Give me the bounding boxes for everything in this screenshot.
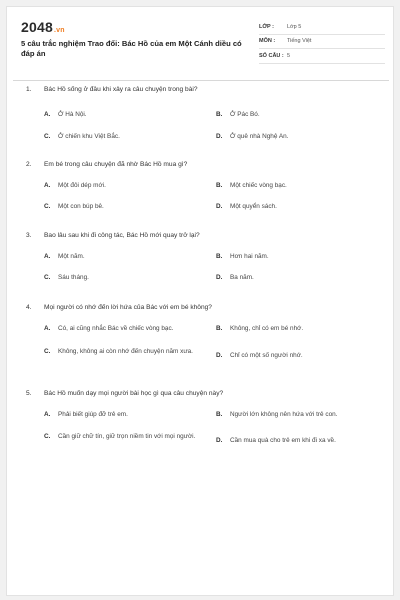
site-logo[interactable] <box>21 19 65 35</box>
option-a[interactable] <box>44 410 208 419</box>
option-c[interactable] <box>44 432 208 441</box>
option-c[interactable] <box>44 132 208 141</box>
question-number: 1. <box>26 86 32 93</box>
option-b[interactable] <box>216 252 380 261</box>
option-d[interactable] <box>216 436 380 445</box>
option-text: Có, ai cũng nhắc Bác về chiếc vòng bạc. <box>58 325 174 332</box>
option-text: Cần giữ chữ tín, giữ trọn niềm tin với mọi người. <box>58 433 196 440</box>
question-text <box>26 388 378 400</box>
option-text: Sáu tháng. <box>58 274 89 281</box>
option-a[interactable] <box>44 324 208 333</box>
meta-value: 5 <box>287 52 291 59</box>
option-letter: B. <box>216 325 223 332</box>
option-text: Cần mua quà cho trẻ em khi đi xa về. <box>230 437 336 444</box>
option-b[interactable] <box>216 110 380 119</box>
option-text: Ở quê nhà Nghệ An. <box>230 133 289 140</box>
option-c[interactable] <box>44 273 208 282</box>
header-divider <box>13 80 389 81</box>
meta-value: Lớp 5 <box>287 23 302 30</box>
option-text: Ở Pác Bó. <box>230 111 260 118</box>
document-page <box>6 6 394 596</box>
option-letter: B. <box>216 182 223 189</box>
option-c[interactable] <box>44 202 208 211</box>
option-a[interactable] <box>44 110 208 119</box>
option-d[interactable] <box>216 351 380 360</box>
option-text: Người lớn không nên hứa với trẻ con. <box>230 411 338 418</box>
meta-row-question-count <box>259 49 385 64</box>
option-letter: C. <box>44 203 51 210</box>
option-letter: A. <box>44 182 51 189</box>
meta-key: MÔN : <box>259 38 276 45</box>
question-2 <box>26 159 378 230</box>
option-c[interactable] <box>44 347 208 356</box>
question-number: 4. <box>26 304 32 311</box>
logo-main-text: 2048 <box>21 19 53 35</box>
option-letter: B. <box>216 411 223 418</box>
question-number: 5. <box>26 390 32 397</box>
question-1 <box>26 84 378 159</box>
option-letter: A. <box>44 253 51 260</box>
option-b[interactable] <box>216 181 380 190</box>
document-title: 5 câu trắc nghiệm Trao đổi: Bác Hồ của em Một Cánh diều có đáp án <box>21 39 242 58</box>
meta-key: SỐ CÂU : <box>259 52 284 59</box>
question-text <box>26 84 378 96</box>
document-meta <box>259 20 385 64</box>
option-text: Một chiếc vòng bạc. <box>230 182 287 189</box>
option-text: Không, không ai còn nhớ đến chuyện năm xưa. <box>58 348 193 355</box>
option-letter: C. <box>44 274 51 281</box>
question-prompt: Bao lâu sau khi đi công tác, Bác Hồ mới quay trở lại? <box>44 232 200 239</box>
option-letter: D. <box>216 274 223 281</box>
option-letter: D. <box>216 203 223 210</box>
option-a[interactable] <box>44 252 208 261</box>
question-5 <box>26 388 378 468</box>
option-letter: A. <box>44 111 51 118</box>
question-prompt: Bác Hồ sống ở đâu khi xảy ra câu chuyện trong bài? <box>44 86 198 93</box>
option-text: Không, chỉ có em bé nhớ. <box>230 325 304 332</box>
option-letter: B. <box>216 111 223 118</box>
meta-key: LỚP : <box>259 23 274 30</box>
option-letter: A. <box>44 411 51 418</box>
option-letter: A. <box>44 325 51 332</box>
option-text: Ở Hà Nội. <box>58 111 87 118</box>
option-text: Một đôi dép mới. <box>58 182 106 189</box>
option-letter: C. <box>44 433 51 440</box>
option-text: Một con búp bê. <box>58 203 104 210</box>
option-letter: B. <box>216 253 223 260</box>
question-prompt: Bác Hồ muốn dạy mọi người bài học gì qua câu chuyện này? <box>44 390 224 397</box>
option-text: Ba năm. <box>230 274 254 281</box>
option-letter: C. <box>44 133 51 140</box>
question-text <box>26 230 378 242</box>
option-b[interactable] <box>216 324 380 333</box>
option-text: Ở chiến khu Việt Bắc. <box>58 133 120 140</box>
option-d[interactable] <box>216 273 380 282</box>
question-prompt: Em bé trong câu chuyện đã nhờ Bác Hồ mua gì? <box>44 161 188 168</box>
question-4 <box>26 302 378 388</box>
question-list <box>26 84 378 468</box>
option-text: Phải biết giúp đỡ trẻ em. <box>58 411 128 418</box>
question-number: 3. <box>26 232 32 239</box>
question-text <box>26 302 378 314</box>
meta-row-subject <box>259 35 385 50</box>
option-text: Một năm. <box>58 253 85 260</box>
question-3 <box>26 230 378 302</box>
option-text: Chỉ có một số người nhớ. <box>230 352 303 359</box>
option-a[interactable] <box>44 181 208 190</box>
logo-domain-text: .vn <box>53 27 65 34</box>
option-text: Hơn hai năm. <box>230 253 269 260</box>
question-number: 2. <box>26 161 32 168</box>
option-b[interactable] <box>216 410 380 419</box>
question-text <box>26 159 378 171</box>
option-letter: D. <box>216 437 223 444</box>
document-header <box>21 17 383 75</box>
option-text: Một quyển sách. <box>230 203 277 210</box>
question-prompt: Mọi người có nhớ đến lời hứa của Bác với em bé không? <box>44 304 212 311</box>
option-letter: C. <box>44 348 51 355</box>
option-letter: D. <box>216 133 223 140</box>
meta-row-class <box>259 20 385 35</box>
meta-value: Tiếng Việt <box>287 38 312 45</box>
option-letter: D. <box>216 352 223 359</box>
option-d[interactable] <box>216 132 380 141</box>
option-d[interactable] <box>216 202 380 211</box>
